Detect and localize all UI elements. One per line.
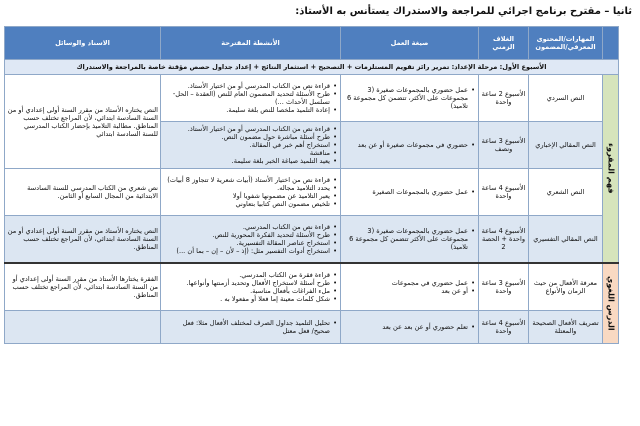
- skill-cell: النص المقالي الإخباري: [529, 122, 603, 169]
- table-row: [5, 216, 619, 264]
- time-cell: الأسبوع 3 ساعة واحدة: [479, 263, 529, 311]
- time-cell: الأسبوع 2 ساعة واحدة: [479, 75, 529, 122]
- skill-cell: النص المقالي التفسيري: [529, 216, 603, 264]
- mode-item: • عمل حضوري بالمجموعات الصغيرة: [343, 188, 468, 196]
- header-activities: الأنشطة المقترحة: [161, 27, 341, 60]
- mode-item: • عمل حضوري بالمجموعات صغيرة (3 مجموعات على الأكثر تتضمن كل مجموعة 6 تلاميذ): [343, 227, 468, 251]
- header-blank: [603, 27, 619, 60]
- mode-cell: [341, 169, 479, 216]
- activity-item: • يعيد التلميذ صياغة الخبر بلغة سليمة.: [163, 157, 330, 165]
- activity-item: • استخراج أهم خبر في المقالة.: [163, 141, 330, 149]
- header-support: الاسناد والوسائل: [5, 27, 161, 60]
- activity-item: • تلخيص مضمون النص كتابيا بتعاوني: [163, 200, 330, 208]
- time-cell: الأسبوع 4 ساعة واحدة: [479, 169, 529, 216]
- header-row: [5, 27, 619, 60]
- header-mode: صيغة العمل: [341, 27, 479, 60]
- mode-cell: [341, 122, 479, 169]
- support-cell: النص يختاره الأستاذ من مقرر السنة أولى إعدادي أو من السنة السادسة ابتدائي، لأن المراجع تختلف حسب المناطق. مطالبة التلاميذ بإحضار الكتاب المدرسي للسنة السادسة ابتدائي: [5, 75, 161, 169]
- activity-item: • طرح أسئلة لاستخراج الأفعال وتحديد أزمنتها وأنواعها.: [163, 279, 330, 287]
- mode-cell: [341, 311, 479, 344]
- activity-item: • قراءة نص من اختيار الأستاذ (أبيات شعرية لا تتجاوز 8 أبيات): [163, 176, 330, 184]
- activity-item: • شكل كلمات معينة إما فعلا أو مفعولا به .: [163, 295, 330, 303]
- mode-item: • تعلم حضوري أو عن بعد عن بعد: [343, 323, 468, 331]
- activities-cell: [161, 169, 341, 216]
- activity-item: • طرح الأسئلة لتحديد الفكرة المحورية للنص.: [163, 231, 330, 239]
- skill-cell: تصريف الأفعال الصحيحة والمعتلة: [529, 311, 603, 344]
- activity-item: • ملء الفراغات بأفعال مناسبة.: [163, 287, 330, 295]
- mode-item: • عمل حضوري بالمجموعات صغيرة (3 مجموعات على الأكثر، تتضمن كل مجموعة 6 تلاميذ): [343, 86, 468, 110]
- header-time: الغلاف الزمني: [479, 27, 529, 60]
- header-skill: المهارات/المحتوى المعرفي/المضمون: [529, 27, 603, 60]
- support-cell: [5, 311, 161, 344]
- section-label: الدرس اللغوي: [603, 263, 619, 344]
- time-cell: الأسبوع 3 ساعة ونصف: [479, 122, 529, 169]
- activities-cell: [161, 263, 341, 311]
- skill-cell: النص الشعري: [529, 169, 603, 216]
- activity-item: • طرح الأسئلة لتحديد المضمون العام للنص (العقدة – الحل- تسلسل الأحداث ...): [163, 90, 330, 106]
- activity-item: • قراءة نص من الكتاب المدرسي أو من اختيار الأستاذ.: [163, 82, 330, 90]
- mode-cell: [341, 216, 479, 264]
- activity-item: • تحليل التلميذ جداول الصرف لمختلف الأفعال مثلا: فعل صحيح/ فعل معتل: [163, 319, 330, 335]
- activities-cell: [161, 75, 341, 122]
- table-row: [5, 75, 619, 122]
- time-cell: الأسبوع 4 ساعة واحدة: [479, 311, 529, 344]
- support-cell: النص يختاره الأستاذ من مقرر السنة أولى إعدادي أو من السنة السادسة ابتدائي، لأن المراجع تختلف حسب المناطق.: [5, 216, 161, 264]
- time-cell: الأسبوع 4 ساعة واحدة + الحصة 2: [479, 216, 529, 264]
- activity-item: • يحدد التلاميذ مجاله.: [163, 184, 330, 192]
- mode-item: • أو عن بعد: [343, 287, 468, 295]
- activity-item: • يعبر التلاميذ عن مضمونها شفويا أولا: [163, 192, 330, 200]
- activities-cell: [161, 122, 341, 169]
- activity-item: • طرح أسئلة مباشرة حول مضمون النص.: [163, 133, 330, 141]
- week1-text: الأسبوع الأول: مرحلة الإعداد: تمرير رائز تقويم المستلزمات + التصحيح + استثمار النتائج + إعداد جداول حصص مؤقتة خاصة بالمراجعة والاستدراك: [5, 60, 619, 75]
- mode-cell: [341, 75, 479, 122]
- activity-item: • استخراج أدوات التفسير مثل: (إذ – لأن – إن – بما أن ...): [163, 247, 330, 255]
- skill-cell: معرفة الأفعال من حيث الزمان والأنواع: [529, 263, 603, 311]
- table-row: [5, 311, 619, 344]
- program-table: [4, 26, 619, 344]
- mode-cell: [341, 263, 479, 311]
- activities-cell: [161, 311, 341, 344]
- table-row: [5, 263, 619, 311]
- mode-item: • عمل حضوري في مجموعات: [343, 279, 468, 287]
- page-title: ثانيا – مقترح برنامج اجرائي للمراجعة والاستدراك يستأنس به الأستاذ:: [295, 6, 632, 17]
- activity-item: • استخراج عناصر المقالة التفسيرية.: [163, 239, 330, 247]
- activities-cell: [161, 216, 341, 264]
- skill-cell: النص السردي: [529, 75, 603, 122]
- activity-item: • مناقشة: [163, 149, 330, 157]
- mode-item: • حضوري في مجموعات صغيرة أو عن بعد: [343, 141, 468, 149]
- activity-item: • قراءة فقرة من الكتاب المدرسي.: [163, 271, 330, 279]
- support-cell: الفقرة يختارها الأستاذ من مقرر السنة أولى إعدادي أو من السنة السادسة ابتدائي، لأن المراجع تختلف حسب المناطق.: [5, 263, 161, 311]
- section-label: فهم المقروء: [603, 75, 619, 264]
- support-cell: نص شعري من الكتاب المدرسي للسنة السادسة الابتدائية من المجال السابع أو الثامن.: [5, 169, 161, 216]
- activity-item: • قراءة نص من الكتاب المدرسي أو من اختيار الأستاذ.: [163, 125, 330, 133]
- week1-row: [5, 60, 619, 75]
- activity-item: • إعادة التلميذ ملخصا للنص بلغة سليمة.: [163, 106, 330, 114]
- table-row: [5, 169, 619, 216]
- activity-item: • قراءة نص من الكتاب المدرسي.: [163, 223, 330, 231]
